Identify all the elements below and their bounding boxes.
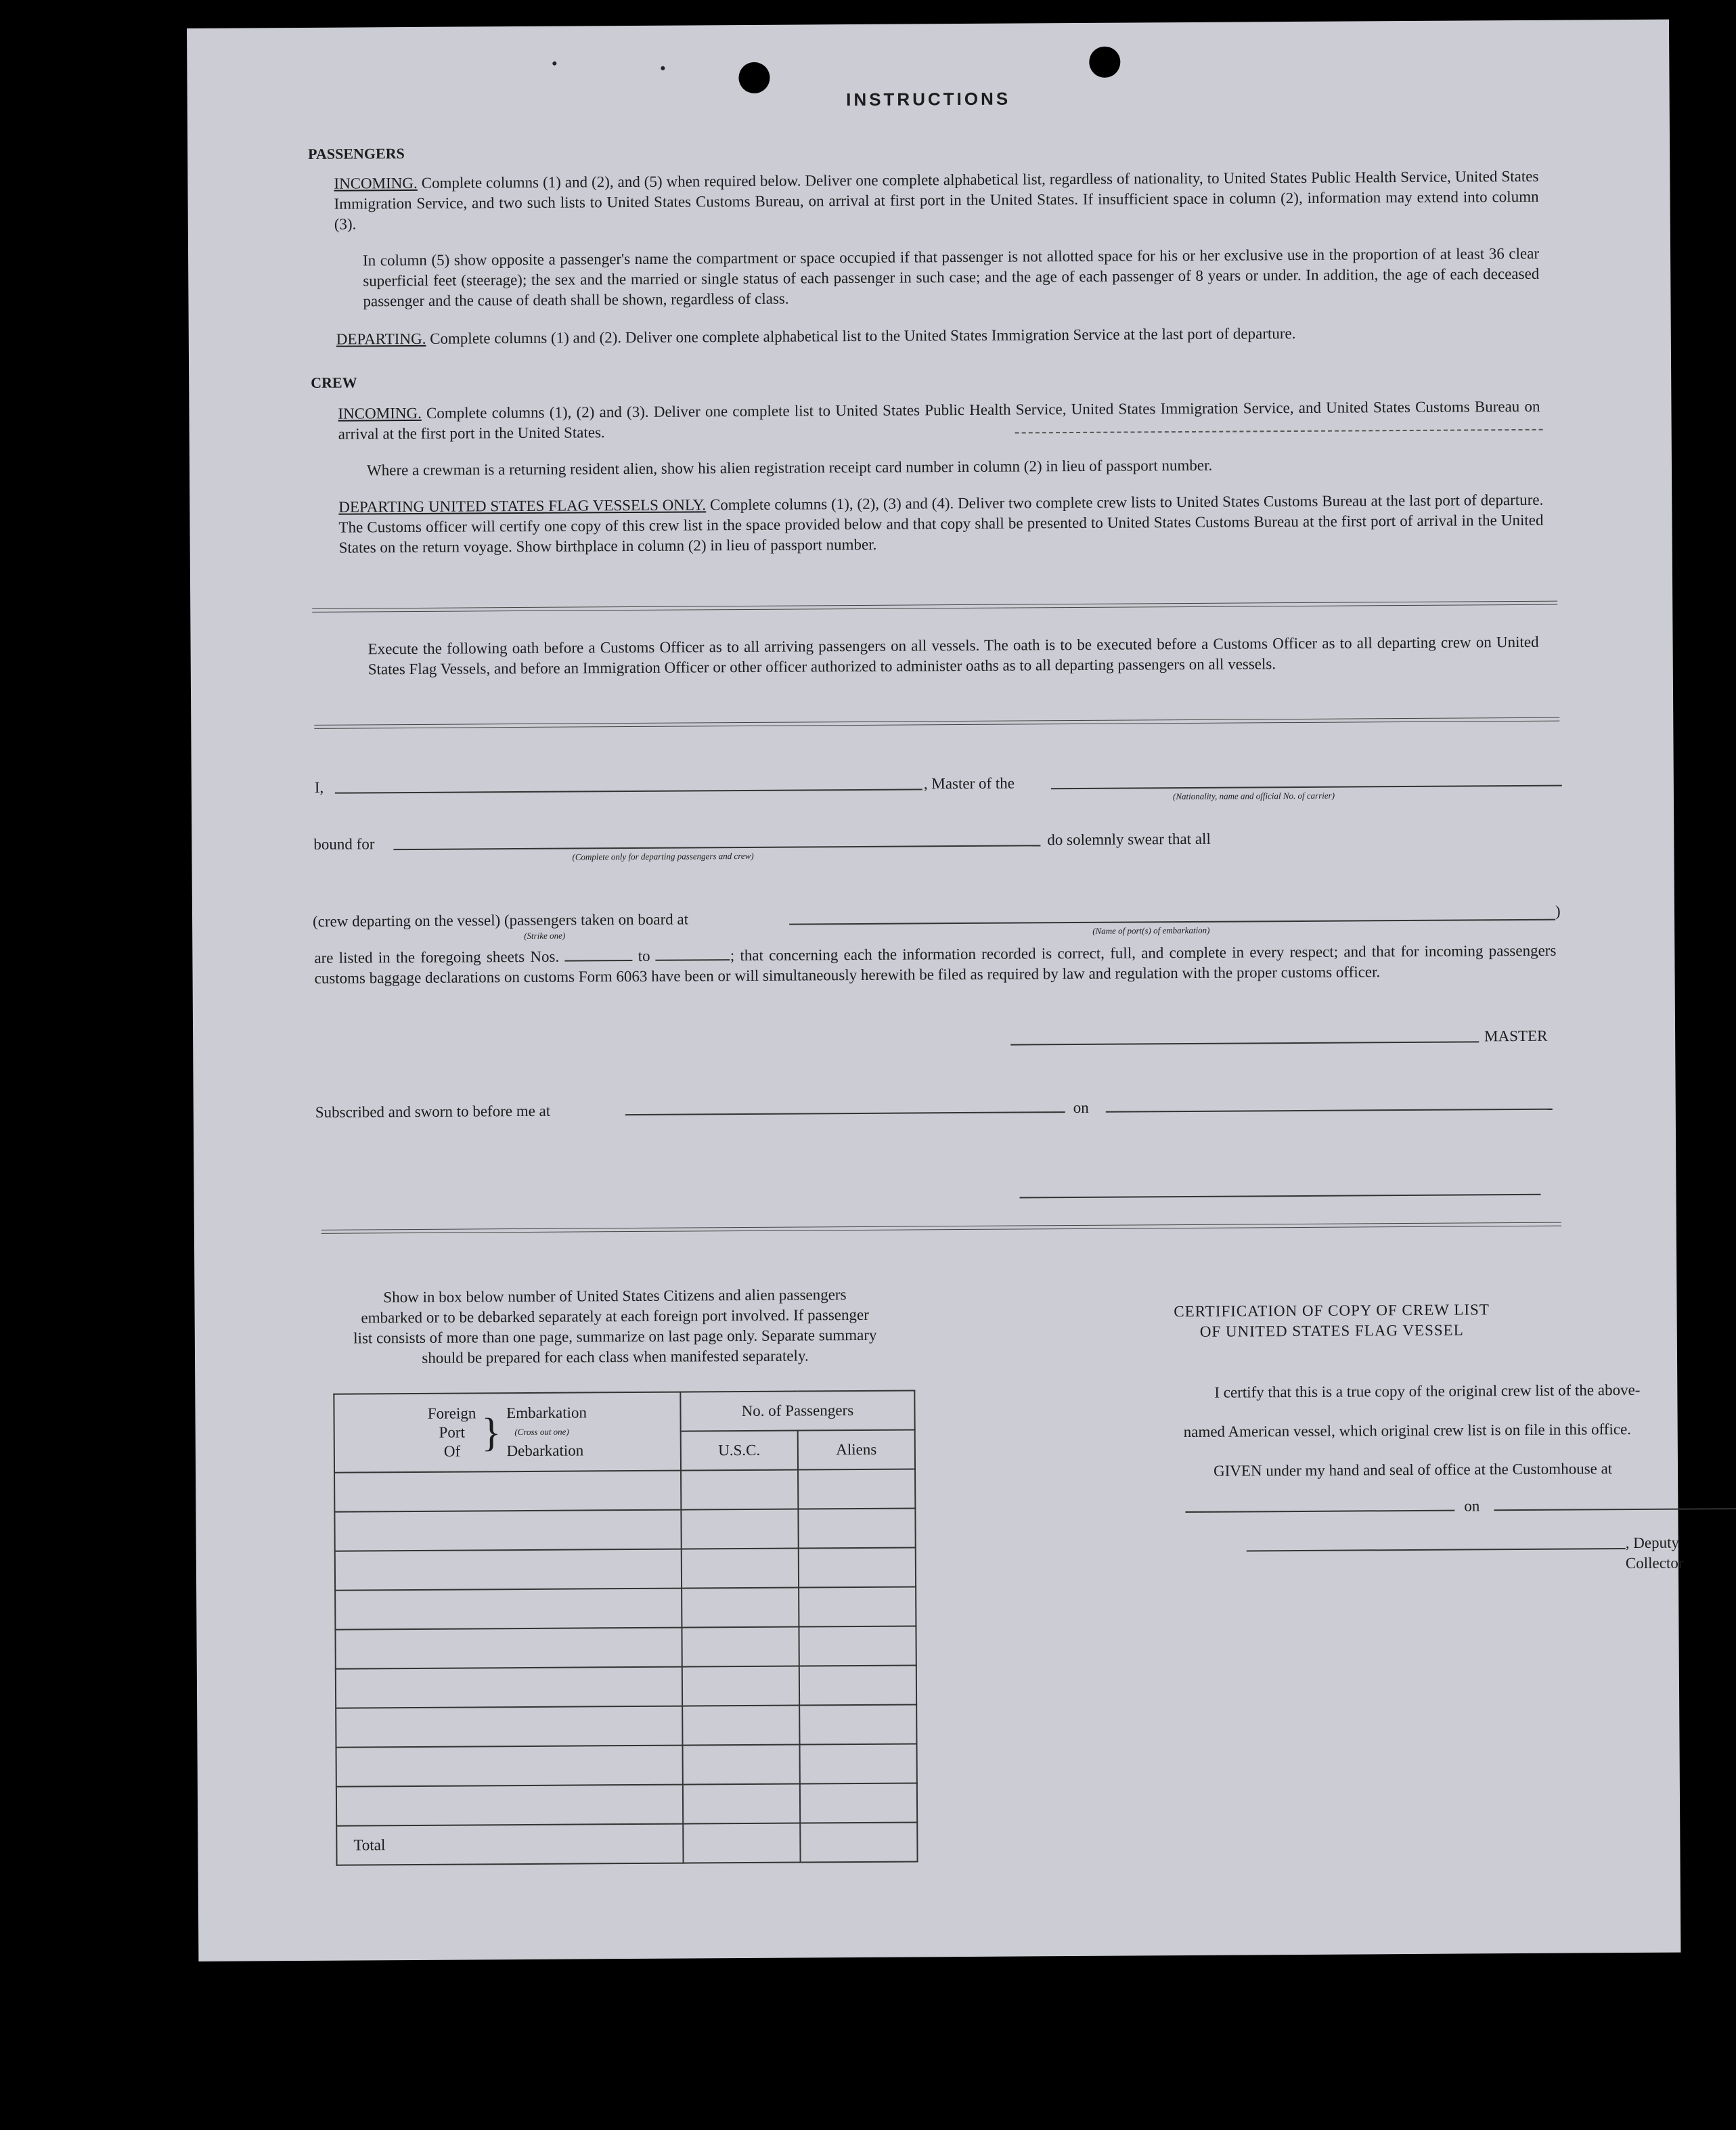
- sheet-from-field[interactable]: [564, 960, 632, 962]
- header-passengers: No. of Passengers: [680, 1390, 915, 1431]
- table-row: [336, 1744, 917, 1786]
- divider: [321, 1222, 1561, 1234]
- cert-line2: named American vessel, which original crew list is on file in this office.: [1183, 1421, 1632, 1441]
- carrier-line[interactable]: [1051, 785, 1562, 790]
- bound-caption: (Complete only for departing passengers and crew): [572, 850, 754, 862]
- crew-incoming-text: Complete columns (1), (2) and (3). Deliver one complete list to United States Public Health Service, United States Immigration Service, and United States Customs Bureau on arrival at the first port in the United States.: [338, 397, 1540, 443]
- divider: [314, 717, 1559, 729]
- oath-to: to: [638, 947, 650, 964]
- crew-incoming-label: INCOMING.: [338, 404, 422, 422]
- aliens-cell[interactable]: [799, 1626, 916, 1666]
- aliens-cell[interactable]: [799, 1704, 916, 1744]
- deputy-signature-line[interactable]: [1247, 1548, 1626, 1551]
- brace-icon: }: [481, 1410, 502, 1455]
- usc-cell[interactable]: [682, 1745, 799, 1785]
- oath-listed-rest: ; that concerning each the information recorded is correct, full, and complete in every respect; and that for incoming passengers customs baggage declarations on customs Form 6063 have been or will simultaneously herewith be filed as required by law and regulation with the proper customs officer.: [314, 941, 1557, 987]
- passengers-column5-text: In column (5) show opposite a passenger's name the compartment or space occupied if that passenger is not allotted space for his or her exclusive use in the proportion of at least 36 clear superficial feet (steerage); the sex and the married or single status of each passenger in such case; and the age of each passenger of 8 years or under. In addition, the age of each deceased passenger and the cause of death shall be shown, regardless of class.: [363, 244, 1540, 310]
- aliens-cell[interactable]: [798, 1469, 915, 1509]
- crew-resident-text: Where a crewman is a returning resident alien, show his alien registration receipt card number in column (2) in lieu of passport number.: [366, 456, 1213, 479]
- aliens-cell[interactable]: [799, 1665, 916, 1705]
- header-usc: U.S.C.: [680, 1431, 797, 1471]
- close-paren: ): [1555, 902, 1561, 920]
- passengers-departing-text: Complete columns (1) and (2). Deliver one complete alphabetical list to the United States Immigration Service at the last port of departure.: [430, 325, 1296, 347]
- customhouse-line[interactable]: [1185, 1510, 1454, 1513]
- port-cell[interactable]: [335, 1589, 682, 1630]
- passenger-summary-table: [333, 1390, 918, 1865]
- aliens-cell[interactable]: [799, 1587, 916, 1626]
- usc-cell[interactable]: [682, 1666, 799, 1706]
- embarkation-line[interactable]: [789, 919, 1555, 925]
- oath-on: on: [1073, 1099, 1089, 1117]
- officer-signature-line[interactable]: [1020, 1194, 1541, 1199]
- oath-instruction: Execute the following oath before a Customs Officer as to all arriving passengers on all vessels. The oath is to be executed before a Customs Officer as to all departing crew on United States Flag Vessels, and before an Immigration Officer or other officer authorized to administer oaths as to all departing passengers on all vessels.: [368, 633, 1539, 678]
- cert-line3: GIVEN under my hand and seal of office at the Customhouse at: [1213, 1460, 1613, 1480]
- table-row: [336, 1665, 916, 1708]
- oath-swear: do solemnly swear that all: [1047, 830, 1211, 849]
- crew-flag-vessels: [338, 490, 1544, 558]
- table-row: [336, 1783, 917, 1825]
- port-cell[interactable]: [336, 1785, 683, 1826]
- cert-on: on: [1464, 1497, 1480, 1515]
- speck: [552, 62, 556, 66]
- table-row: [336, 1704, 916, 1747]
- usc-cell[interactable]: [683, 1784, 800, 1824]
- carrier-caption: (Nationality, name and official No. of carrier): [1172, 790, 1335, 802]
- crew-flag-label: DEPARTING UNITED STATES FLAG VESSELS ONLY.: [338, 496, 707, 516]
- usc-total-cell[interactable]: [683, 1823, 800, 1863]
- bound-for-line[interactable]: [393, 845, 1040, 850]
- usc-cell[interactable]: [681, 1470, 798, 1510]
- crew-incoming: [338, 397, 1540, 445]
- col-foreign: Foreign: [427, 1404, 476, 1422]
- total-row: [336, 1822, 917, 1865]
- port-cell[interactable]: [334, 1471, 681, 1512]
- table-row: [334, 1469, 915, 1511]
- sworn-date-line[interactable]: [1106, 1109, 1553, 1113]
- port-cell[interactable]: [334, 1510, 681, 1551]
- passengers-departing: [336, 322, 1541, 350]
- cert-deputy: , Deputy Collector: [1625, 1534, 1684, 1572]
- sheet-to-field[interactable]: [656, 959, 730, 961]
- cert-line1: I certify that this is a true copy of the original crew list of the above-: [1214, 1381, 1641, 1401]
- aliens-cell[interactable]: [800, 1783, 917, 1823]
- aliens-cell[interactable]: [799, 1547, 916, 1587]
- port-cell[interactable]: [336, 1706, 682, 1748]
- page-heading: INSTRUCTIONS: [846, 88, 1011, 110]
- usc-cell[interactable]: [681, 1509, 798, 1549]
- certification-title: [1102, 1300, 1562, 1343]
- usc-cell[interactable]: [682, 1549, 799, 1589]
- header-foreign-port: [334, 1392, 680, 1473]
- master-signature-line[interactable]: [1010, 1041, 1479, 1045]
- table-row: [335, 1626, 916, 1668]
- oath-bound-for: bound for: [313, 835, 375, 853]
- oath-listed-in: are listed in the foregoing sheets Nos.: [314, 948, 560, 967]
- divider: [312, 601, 1557, 613]
- oath-master-of: , Master of the: [923, 774, 1015, 793]
- col-of: Of: [443, 1442, 461, 1460]
- header-aliens: Aliens: [798, 1429, 915, 1469]
- crew-flag-text: Complete columns (1), (2), (3) and (4). Deliver two complete crew lists to United States Customs Bureau at the last port of departure. The Customs officer will certify one copy of this crew list in the space provided below and that copy shall be presented to United States Customs Bureau at the first port of arrival in the United States on the return voyage. Show birthplace in column (2) in lieu of passport number.: [338, 491, 1544, 556]
- aliens-cell[interactable]: [799, 1744, 916, 1783]
- aliens-total-cell[interactable]: [800, 1822, 917, 1862]
- port-cell[interactable]: [335, 1628, 682, 1669]
- col-debarkation: Debarkation: [506, 1442, 584, 1460]
- total-label: Total: [336, 1824, 683, 1865]
- oath-listed-paragraph: [314, 941, 1556, 989]
- cert-date-line[interactable]: [1494, 1508, 1736, 1511]
- aliens-cell[interactable]: [798, 1508, 915, 1548]
- passengers-departing-label: DEPARTING.: [336, 330, 426, 348]
- master-name-line[interactable]: [335, 789, 922, 793]
- cert-title-line1: CERTIFICATION OF COPY OF CREW LIST: [1174, 1301, 1490, 1321]
- usc-cell[interactable]: [682, 1627, 799, 1667]
- speck: [661, 66, 665, 70]
- sworn-location-line[interactable]: [625, 1111, 1065, 1115]
- oath-master-label: MASTER: [1484, 1027, 1548, 1045]
- col-port: Port: [439, 1423, 466, 1441]
- strike-one-caption: (Strike one): [524, 930, 566, 941]
- port-cell[interactable]: [336, 1746, 683, 1787]
- port-cell[interactable]: [336, 1667, 682, 1708]
- usc-cell[interactable]: [682, 1588, 799, 1628]
- cert-title-line2: OF UNITED STATES FLAG VESSEL: [1199, 1321, 1464, 1340]
- table-row: [335, 1547, 916, 1590]
- punch-hole: [1089, 47, 1120, 78]
- oath-i-label: I,: [314, 778, 324, 796]
- embark-caption: (Name of port(s) of embarkation): [1092, 925, 1210, 936]
- form-page: [187, 20, 1684, 1961]
- punch-hole: [738, 62, 770, 93]
- port-cell[interactable]: [335, 1549, 682, 1591]
- crew-title: CREW: [311, 374, 357, 391]
- table-row: [334, 1508, 915, 1551]
- summary-instruction: Show in box below number of United States Citizens and alien passengers embarked or to be debarked separately at each foreign port involved. If passenger list consists of more than one page, summarize on last page only. Separate summary should be prepared for each class when manifested separately.: [353, 1286, 877, 1367]
- oath-crew-departing: (crew departing on the vessel) (passengers taken on board at: [312, 910, 689, 930]
- passengers-incoming-text: Complete columns (1) and (2), and (5) when required below. Deliver one complete alphabetical list, regardless of nationality, to United States Public Health Service, United States Immigration Service, and two such lists to United States Customs Bureau, on arrival at first port in the United States. If insufficient space in column (2), information may extend into column (3).: [334, 167, 1539, 233]
- passengers-title: PASSENGERS: [308, 145, 405, 162]
- table-row: [335, 1587, 916, 1629]
- col-embarkation: Embarkation: [506, 1404, 587, 1422]
- passengers-incoming: [334, 167, 1539, 235]
- oath-subscribed: Subscribed and sworn to before me at: [315, 1102, 551, 1121]
- usc-cell[interactable]: [682, 1706, 799, 1746]
- col-cross: (Cross out one): [514, 1426, 569, 1438]
- passengers-incoming-label: INCOMING.: [334, 174, 418, 192]
